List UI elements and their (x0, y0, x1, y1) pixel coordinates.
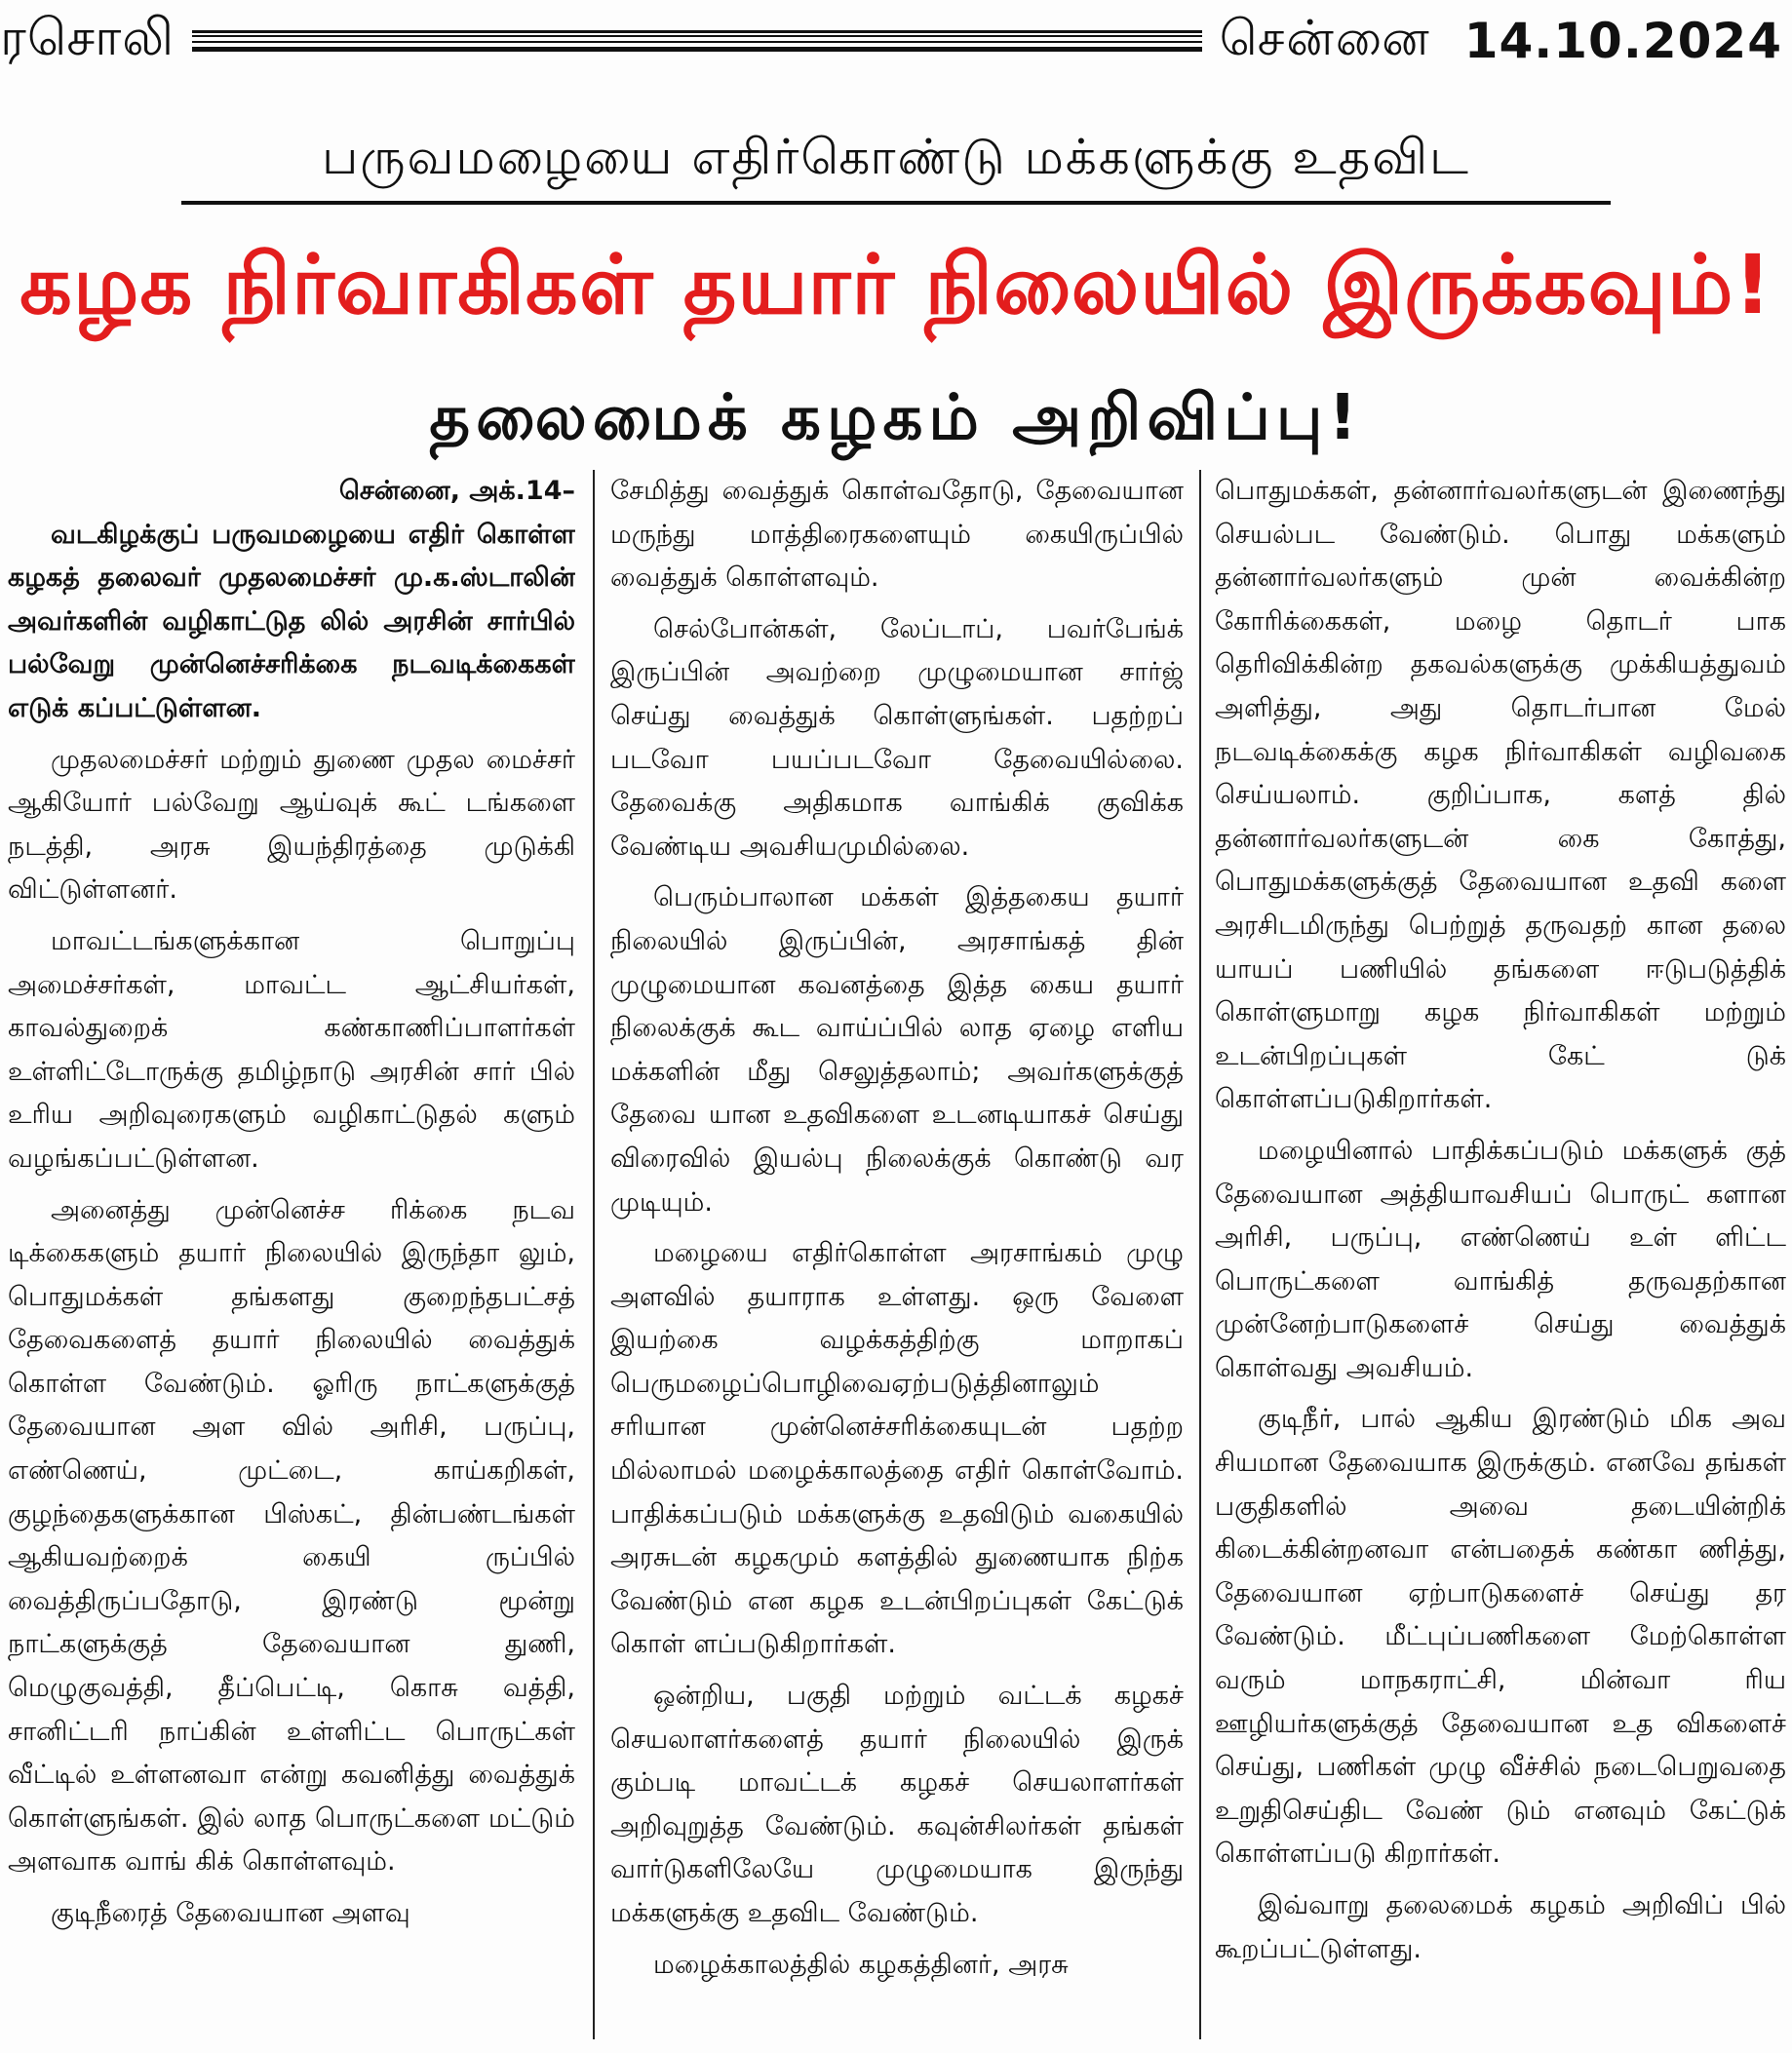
article-headline: கழக நிர்வாகிகள் தயார் நிலையில் இருக்கவும்! (19, 237, 1773, 332)
body-paragraph: மழையினால் பாதிக்கப்படும் மக்களுக் குத் தேவையான அத்தியாவசியப் பொருட் களான அரிசி, பருப்பு, எண்ணெய் உள் ளிட்ட பொருட்களை வாங்கித் தருவதற்கான முன்னேற்பாடுகளைச் செய்து வைத்துக் கொள்வது அவசியம். (1215, 1135, 1786, 1383)
body-paragraph: அனைத்து முன்னெச்ச ரிக்கை நடவ டிக்கைகளும் தயார் நிலையில் இருந்தா லும், பொதுமக்கள் தங்களது குறைந்தபட்சத் தேவைகளைத் தயார் நிலையில் வைத்துக் கொள்ள வேண்டும். ஓரிரு நாட்களுக்குத் தேவையான அள வில் அரிசி, பருப்பு, எண்ணெய், முட்டை, காய்கறிகள், குழந்தைகளுக்கான பிஸ்கட், தின்பண்டங்கள் ஆகியவற்றைக் கையி ருப்பில் வைத்திருப்பதோடு, இரண்டு மூன்று நாட்களுக்குத் தேவையான துணி, மெழுகுவத்தி, தீப்பெட்டி, கொசு வத்தி, சானிட்டரி நாப்கின் உள்ளிட்ட பொருட்கள் வீட்டில் உள்ளனவா என்று கவனித்து வைத்துக் கொள்ளுங்கள். இல் லாத பொருட்களை மட்டும் அளவாக வாங் கிக் கொள்ளவும். (8, 1194, 575, 1878)
article-kicker: பருவமழையை எதிர்கொண்டு மக்களுக்கு உதவிட (181, 119, 1611, 205)
column-divider (593, 470, 595, 2039)
paper-name: ரசொலி (0, 8, 175, 67)
body-paragraph: ஒன்றிய, பகுதி மற்றும் வட்டக் கழகச் செயலாளர்களைத் தயார் நிலையில் இருக் கும்படி மாவட்டக் கழகச் செயலாளர்கள் அறிவுறுத்த வேண்டும். கவுன்சிலர்கள் தங்கள் வார்டுகளிலேயே முழுமையாக இருந்து மக்களுக்கு உதவிட வேண்டும். (610, 1681, 1184, 1928)
body-paragraph: செல்போன்கள், லேப்டாப், பவர்பேங்க் இருப்பின் அவற்றை முழுமையான சார்ஜ் செய்து வைத்துக் கொள்ளுங்கள். பதற்றப் படவோ பயப்படவோ தேவையில்லை. தேவைக்கு அதிகமாக வாங்கிக் குவிக்க வேண்டிய அவசியமுமில்லை. (610, 613, 1184, 862)
masthead-rule (192, 30, 1202, 52)
article-column-1 (8, 470, 575, 2047)
body-paragraph: சேமித்து வைத்துக் கொள்வதோடு, தேவையான மருந்து மாத்திரைகளையும் கையிருப்பில் வைத்துக் கொள்ளவும். (610, 476, 1184, 594)
body-paragraph: பெரும்பாலான மக்கள் இத்தகைய தயார் நிலையில் இருப்பின், அரசாங்கத் தின் முழுமையான கவனத்தை இத்த கைய தயார் நிலைக்குக் கூட வாய்ப்பில் லாத ஏழை எளிய மக்களின் மீது செலுத்தலாம்; அவர்களுக்குத் தேவை யான உதவிகளை உடனடியாகச் செய்து விரைவில் இயல்பு நிலைக்குக் கொண்டு வர முடியும். (610, 882, 1184, 1218)
body-paragraph: பொதுமக்கள், தன்னார்வலர்களுடன் இணைந்து செயல்பட வேண்டும். பொது மக்களும் தன்னார்வலர்களும் முன் வைக்கின்ற கோரிக்கைகள், மழை தொடர் பாக தெரிவிக்கின்ற தகவல்களுக்கு முக்கியத்துவம் அளித்து, அது தொடர்பான மேல் நடவடிக்கைக்கு கழக நிர்வாகிகள் வழிவகை செய்யலாம். குறிப்பாக, களத் தில் தன்னார்வலர்களுடன் கை கோத்து, பொதுமக்களுக்குத் தேவையான உதவி களை அரசிடமிருந்து பெற்றுத் தருவதற் கான தலை யாயப் பணியில் தங்களை ஈடுபடுத்திக் கொள்ளுமாறு கழக நிர்வாகிகள் மற்றும் உடன்பிறப்புகள் கேட் டுக் கொள்ளப்படுகிறார்கள். (1215, 476, 1786, 1115)
body-paragraph: முதலமைச்சர் மற்றும் துணை முதல மைச்சர் ஆகியோர் பல்வேறு ஆய்வுக் கூட் டங்களை நடத்தி, அரசு இயந்திரத்தை முடுக்கி விட்டுள்ளனர். (8, 744, 575, 906)
body-paragraph: மழையை எதிர்கொள்ள அரசாங்கம் முழு அளவில் தயாராக உள்ளது. ஒரு வேளை இயற்கை வழக்கத்திற்கு மாறாகப் பெருமழைப்பொழிவைஏற்படுத்தினாலும் சரியான முன்னெச்சரிக்கையுடன் பதற்ற மில்லாமல் மழைக்காலத்தை எதிர் கொள்வோம். பாதிக்கப்படும் மக்களுக்கு உதவிடும் வகையில் அரசுடன் கழகமும் களத்தில் துணையாக நிற்க வேண்டும் என கழக உடன்பிறப்புகள் கேட்டுக் கொள் ளப்படுகிறார்கள். (610, 1238, 1184, 1660)
masthead-date: 14.10.2024 (1463, 13, 1782, 69)
lead-paragraph: வடகிழக்குப் பருவமழையை எதிர் கொள்ள கழகத் தலைவர் முதலமைச்சர் மு.க.ஸ்டாலின் அவர்களின் வழிகாட்டுத லில் அரசின் சார்பில் பல்வேறு முன்னெச்சரிக்கை நடவடிக்கைகள் எடுக் கப்பட்டுள்ளன. (8, 519, 575, 723)
body-paragraph: குடிநீரைத் தேவையான அளவு (51, 1898, 410, 1928)
masthead-city: சென்னை (1219, 9, 1431, 66)
dateline: சென்னை, அக்.14– (338, 476, 575, 506)
column-divider (1199, 470, 1201, 2039)
body-paragraph: இவ்வாறு தலைமைக் கழகம் அறிவிப் பில் கூறப்பட்டுள்ளது. (1215, 1890, 1786, 1964)
body-paragraph: மழைக்காலத்தில் கழகத்தினர், அரசு (653, 1949, 1069, 1980)
article-column-3 (1215, 470, 1786, 2047)
article-subhead: தலைமைக் கழகம் அறிவிப்பு! (429, 382, 1363, 454)
article-column-2 (610, 470, 1184, 2047)
masthead (0, 6, 1792, 76)
body-paragraph: குடிநீர், பால் ஆகிய இரண்டும் மிக அவ சியமான தேவையாக இருக்கும். எனவே தங்கள் பகுதிகளில் அவை தடையின்றிக் கிடைக்கின்றனவா என்பதைக் கண்கா ணித்து, தேவையான ஏற்பாடுகளைச் செய்து தர வேண்டும். மீட்புப்பணிகளை மேற்கொள்ள வரும் மாநகராட்சி, மின்வா ரிய ஊழியர்களுக்குத் தேவையான உத விகளைச் செய்து, பணிகள் முழு வீச்சில் நடைபெறுவதை உறுதிசெய்திட வேண் டும் எனவும் கேட்டுக் கொள்ளப்படு கிறார்கள். (1215, 1404, 1786, 1870)
body-paragraph: மாவட்டங்களுக்கான பொறுப்பு அமைச்சர்கள், மாவட்ட ஆட்சியர்கள், காவல்துறைக் கண்காணிப்பாளர்கள் உள்ளிட்டோருக்கு தமிழ்நாடு அரசின் சார் பில் உரிய அறிவுரைகளும் வழிகாட்டுதல் களும் வழங்கப்பட்டுள்ளன. (8, 925, 575, 1174)
